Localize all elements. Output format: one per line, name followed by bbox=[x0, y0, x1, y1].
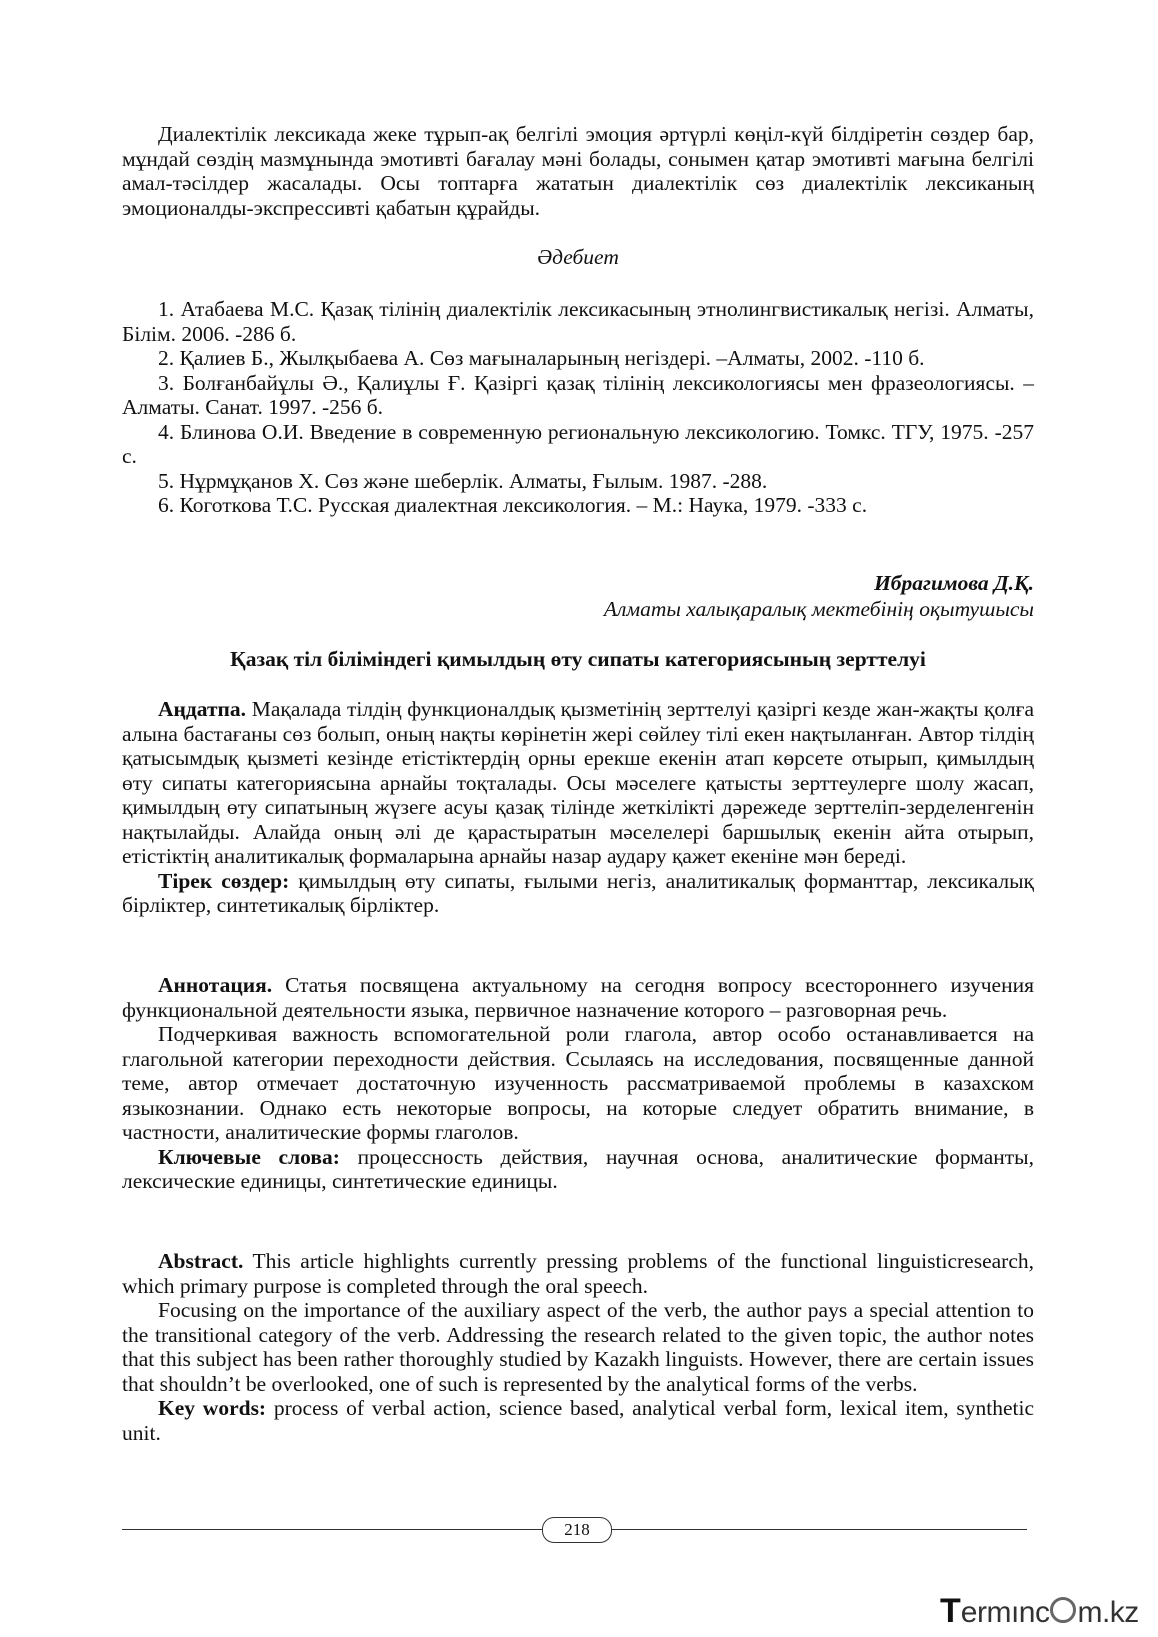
kazakh-abstract-section bbox=[122, 697, 1034, 918]
english-abstract-continued: Focusing on the importance of the auxiliary aspect of the verb, the author pays a special attention to the transitional category of the verb. Addressing the research related to the given topic, the author notes that this subject has been rather thoroughly studied by Kazakh linguists. However, there are certain issues that shouldn’t be overlooked, one of such is represented by the analytical forms of the verbs. bbox=[122, 1298, 1034, 1396]
abstract-text: Мақалада тілдің функционалдық қызметінің зерттелуі қазіргі кезде жан-жақты қолға алына бастағаны сөз болып, оның нақты көрінетін жері сөйлеу тілі екен нақтыланған. Автор тілдің қатысымдық қызметі кезінде етістіктердің орны ерекше екенін атап көрсете отырып, қимылдың өту сипаты категориясына арнайы тоқталады. Осы мәселеге қатысты зерттеулерге шолу жасап, қимылдың өту сипатының жүзеге асуы қазақ тілінде жеткілікті дәрежеде зерттеліп-зерделенгенін нақтылайды. Алайда оның әлі де қарастыратын мәселелері баршылық екенін айта отырып, етістіктің аналитикалық формаларына арнайы назар аудару қажет екеніне мән береді. bbox=[122, 697, 1034, 868]
reference-item: 4. Блинова О.И. Введение в современную региональную лексикологию. Томкс. ТГУ, 1975. -257 с. bbox=[122, 419, 1034, 468]
reference-item: 3. Болғанбайұлы Ә., Қалиұлы Ғ. Қазіргі қазақ тілінің лексикологиясы мен фразеологиясы. – Алматы. Санат. 1997. -256 б. bbox=[122, 370, 1034, 419]
references-heading: Әдебиет bbox=[537, 245, 619, 269]
english-abstract bbox=[122, 1249, 1034, 1298]
abstract-label: Аңдатпа. bbox=[158, 697, 247, 721]
russian-keywords bbox=[122, 1145, 1034, 1194]
abstract-text: Статья посвящена актуальному на сегодня вопросу всестороннего изучения функциональной деятельности языка, первичное назначение которого – разговорная речь. bbox=[122, 973, 1034, 1022]
watermark-suffix: m.kz bbox=[1077, 1596, 1139, 1629]
abstract-label: Abstract. bbox=[158, 1249, 244, 1273]
author-affiliation: Алматы халықаралық мектебінің оқытушысы bbox=[603, 597, 1034, 621]
english-keywords bbox=[122, 1396, 1034, 1445]
author-block bbox=[604, 570, 1034, 622]
references-list bbox=[122, 297, 1034, 518]
reference-item: 1. Атабаева М.С. Қазақ тілінің диалектілік лексикасының этнолингвистикалық негізі. Алматы, Білім. 2006. -286 б. bbox=[122, 297, 1034, 346]
russian-abstract bbox=[122, 973, 1034, 1022]
abstract-text: This article highlights currently pressing problems of the functional linguisticresearch, which primary purpose is completed through the oral speech. bbox=[122, 1249, 1034, 1298]
keywords-label: Ключевые слова: bbox=[158, 1144, 340, 1169]
watermark-prefix: T bbox=[940, 1592, 961, 1630]
intro-paragraph: Диалектілік лексикада жеке тұрып-ақ белгілі эмоция әртүрлі көңіл-күй білдіретін сөздер бар, мұндай сөздің мазмұнында эмотивті бағалау мәні болады, сонымен қатар эмотивті мағына белгілі амал-тәсілдер жасалады. Осы топтарға жататын диалектілік сөз диалектілік лексиканың эмоционалды-экспрессивті қабатын құрайды. bbox=[122, 122, 1034, 220]
keywords-label: Тірек сөздер: bbox=[158, 868, 290, 893]
watermark-middle: ermınc bbox=[960, 1596, 1050, 1629]
reference-item: 2. Қалиев Б., Жылқыбаева А. Сөз мағыналарының негіздері. –Алматы, 2002. -110 б. bbox=[158, 346, 925, 370]
author-name: Ибрагимова Д.Қ. bbox=[874, 571, 1034, 595]
keywords-text: процессность действия, научная основа, аналитические форманты, лексические единицы, синтетические единицы. bbox=[122, 1144, 1034, 1193]
kazakh-keywords bbox=[122, 869, 1034, 918]
abstract-label: Аннотация. bbox=[158, 973, 273, 997]
kazakh-abstract bbox=[122, 697, 1034, 869]
reference-item: 6. Коготкова Т.С. Русская диалектная лексикология. – М.: Наука, 1979. -333 с. bbox=[158, 493, 868, 517]
watermark-circle-icon bbox=[1050, 1597, 1076, 1623]
english-abstract-section bbox=[122, 1249, 1034, 1445]
reference-item: 5. Нұрмұқанов Х. Сөз және шеберлік. Алматы, Ғылым. 1987. -288. bbox=[158, 468, 768, 493]
keywords-text: қимылдың өту сипаты, ғылыми негіз, аналитикалық форманттар, лексикалық бірліктер, синтетикалық бірліктер. bbox=[122, 868, 1034, 917]
keywords-label: Key words: bbox=[158, 1396, 267, 1420]
russian-abstract-section bbox=[122, 973, 1034, 1194]
watermark-logo bbox=[940, 1592, 1140, 1632]
russian-abstract-continued: Подчеркивая важность вспомогательной роли глагола, автор особо останавливается на глагольной категории переходности действия. Ссылаясь на исследования, посвященные данной теме, автор отмечает достаточную изученность рассматриваемой проблемы в казахском языкознании. Однако есть некоторые вопросы, на которые следует обратить внимание, в частности, аналитические формы глаголов. bbox=[122, 1022, 1034, 1144]
keywords-text: process of verbal action, science based, analytical verbal form, lexical item, synthetic unit. bbox=[122, 1396, 1035, 1445]
page-number: 218 bbox=[542, 1517, 612, 1543]
article-title: Қазақ тіл біліміндегі қимылдың өту сипаты категориясының зерттелуі bbox=[230, 647, 926, 671]
